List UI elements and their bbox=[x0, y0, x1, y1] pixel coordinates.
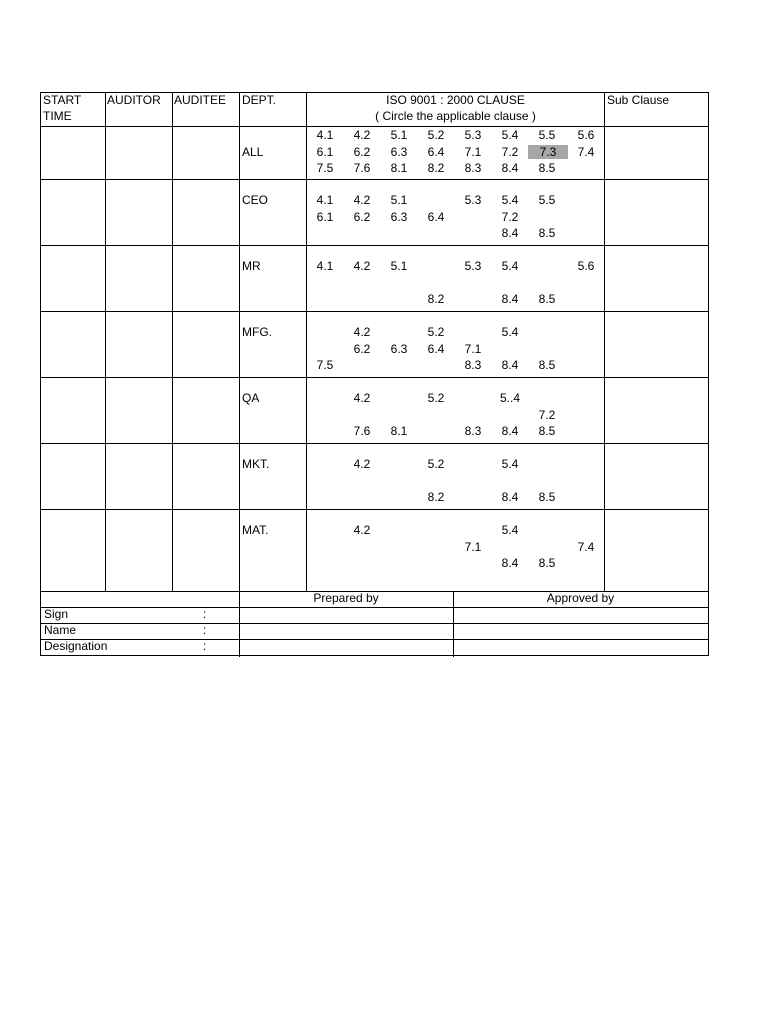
clause-cell[interactable]: 7.6 bbox=[353, 424, 371, 438]
clause-cell[interactable]: 6.2 bbox=[353, 145, 371, 159]
clause-cell[interactable]: 4.2 bbox=[353, 391, 371, 405]
clause-cell[interactable]: 7.2 bbox=[538, 408, 556, 422]
clause-cell[interactable]: 4.1 bbox=[316, 193, 334, 207]
clause-cell[interactable]: 7.4 bbox=[577, 540, 595, 554]
clause-cell[interactable]: 5.1 bbox=[390, 128, 408, 142]
clause-cell[interactable]: 7.3 bbox=[528, 145, 568, 159]
clause-cell[interactable]: 8.5 bbox=[538, 424, 556, 438]
clause-cell[interactable]: 8.4 bbox=[501, 292, 519, 306]
col-divider-2 bbox=[172, 93, 173, 591]
clause-cell[interactable]: 7.2 bbox=[501, 145, 519, 159]
header-time-line: TIME bbox=[43, 109, 72, 123]
clause-cell[interactable]: 6.1 bbox=[316, 145, 334, 159]
clause-cell[interactable]: 5.5 bbox=[538, 193, 556, 207]
clause-cell[interactable]: 4.2 bbox=[353, 457, 371, 471]
dept-label: QA bbox=[242, 391, 260, 405]
clause-cell[interactable]: 5.2 bbox=[427, 391, 445, 405]
clause-cell[interactable]: 8.1 bbox=[390, 161, 408, 175]
approved-by-label: Approved by bbox=[546, 591, 615, 605]
designation-label: Designation bbox=[44, 639, 108, 653]
clause-cell[interactable]: 4.2 bbox=[353, 193, 371, 207]
sign-label: Sign bbox=[44, 607, 69, 621]
clause-cell[interactable]: 8.4 bbox=[501, 161, 519, 175]
clause-cell[interactable]: 5.4 bbox=[501, 193, 519, 207]
clause-cell[interactable]: 5.3 bbox=[464, 193, 482, 207]
header-sub-clause: Sub Clause bbox=[607, 93, 670, 107]
clause-cell[interactable]: 4.2 bbox=[353, 128, 371, 142]
clause-cell[interactable]: 5.6 bbox=[577, 259, 595, 273]
clause-cell[interactable]: 6.3 bbox=[390, 210, 408, 224]
header-dept: DEPT. bbox=[242, 93, 277, 107]
clause-cell[interactable]: 7.1 bbox=[464, 540, 482, 554]
clause-cell[interactable]: 5.1 bbox=[390, 259, 408, 273]
col-divider-5 bbox=[604, 93, 605, 591]
clause-cell[interactable]: 5.5 bbox=[538, 128, 556, 142]
clause-cell[interactable]: 8.4 bbox=[501, 226, 519, 240]
clause-cell[interactable]: 8.5 bbox=[538, 226, 556, 240]
iso-title: ISO 9001 : 2000 CLAUSE bbox=[386, 93, 525, 107]
clause-cell[interactable]: 7.2 bbox=[501, 210, 519, 224]
header-start-line: START bbox=[43, 93, 82, 107]
row-divider-header bbox=[41, 126, 708, 127]
clause-cell[interactable]: 6.2 bbox=[353, 210, 371, 224]
clause-cell[interactable]: 5.3 bbox=[464, 259, 482, 273]
clause-cell[interactable]: 5.4 bbox=[501, 259, 519, 273]
dept-label: CEO bbox=[242, 193, 269, 207]
clause-cell[interactable]: 4.2 bbox=[353, 259, 371, 273]
footer-divider-1 bbox=[41, 607, 708, 608]
row-divider-5 bbox=[41, 443, 708, 444]
clause-cell[interactable]: 8.5 bbox=[538, 292, 556, 306]
clause-cell[interactable]: 7.1 bbox=[464, 342, 482, 356]
name-label: Name bbox=[44, 623, 77, 637]
clause-cell[interactable]: 8.3 bbox=[464, 424, 482, 438]
clause-cell[interactable]: 5.4 bbox=[501, 523, 519, 537]
iso-subtitle: ( Circle the applicable clause ) bbox=[375, 109, 536, 123]
row-divider-2 bbox=[41, 245, 708, 246]
row-divider-3 bbox=[41, 311, 708, 312]
sign-colon: : bbox=[203, 607, 207, 621]
clause-cell[interactable]: 8.4 bbox=[501, 424, 519, 438]
designation-colon: : bbox=[203, 639, 207, 653]
col-divider-3 bbox=[239, 93, 240, 657]
clause-cell[interactable]: 7.5 bbox=[316, 358, 334, 372]
clause-cell[interactable]: 7.6 bbox=[353, 161, 371, 175]
clause-cell[interactable]: 8.2 bbox=[427, 490, 445, 504]
clause-cell[interactable]: 7.5 bbox=[316, 161, 334, 175]
col-divider-4 bbox=[306, 93, 307, 591]
header-auditor: AUDITOR bbox=[107, 93, 161, 107]
clause-cell[interactable]: 5.4 bbox=[501, 457, 519, 471]
clause-cell[interactable]: 6.1 bbox=[316, 210, 334, 224]
dept-label: ALL bbox=[242, 145, 264, 159]
clause-cell[interactable]: 8.2 bbox=[427, 292, 445, 306]
clause-cell[interactable]: 5.2 bbox=[427, 128, 445, 142]
clause-cell[interactable]: 8.3 bbox=[464, 161, 482, 175]
col-divider-1 bbox=[105, 93, 106, 591]
clause-cell[interactable]: 7.1 bbox=[464, 145, 482, 159]
clause-cell[interactable]: 8.2 bbox=[427, 161, 445, 175]
name-colon: : bbox=[203, 623, 207, 637]
clause-cell[interactable]: 8.5 bbox=[538, 358, 556, 372]
clause-cell[interactable]: 4.1 bbox=[316, 259, 334, 273]
clause-cell[interactable]: 4.2 bbox=[353, 325, 371, 339]
clause-cell[interactable]: 8.5 bbox=[538, 161, 556, 175]
clause-cell[interactable]: 5.4 bbox=[501, 128, 519, 142]
clause-cell[interactable]: 5.1 bbox=[390, 193, 408, 207]
clause-cell[interactable]: 8.4 bbox=[501, 358, 519, 372]
clause-cell[interactable]: 8.1 bbox=[390, 424, 408, 438]
dept-label: MFG. bbox=[242, 325, 272, 339]
header-iso-clause bbox=[307, 92, 604, 124]
clause-cell[interactable]: 6.4 bbox=[427, 342, 445, 356]
header-start-time bbox=[43, 92, 81, 124]
row-divider-1 bbox=[41, 179, 708, 180]
clause-cell[interactable]: 6.2 bbox=[353, 342, 371, 356]
clause-cell[interactable]: 4.2 bbox=[353, 523, 371, 537]
row-divider-6 bbox=[41, 509, 708, 510]
clause-cell[interactable]: 5.2 bbox=[427, 457, 445, 471]
dept-label: MKT. bbox=[242, 457, 270, 471]
clause-cell[interactable]: 8.3 bbox=[464, 358, 482, 372]
clause-cell[interactable]: 5..4 bbox=[499, 391, 520, 405]
header-auditee: AUDITEE bbox=[174, 93, 227, 107]
row-divider-4 bbox=[41, 377, 708, 378]
clause-cell[interactable]: 5.6 bbox=[577, 128, 595, 142]
clause-cell[interactable]: 8.5 bbox=[538, 556, 556, 570]
clause-cell[interactable]: 8.5 bbox=[538, 490, 556, 504]
clause-cell[interactable]: 8.4 bbox=[501, 490, 519, 504]
footer-divider-2 bbox=[41, 623, 708, 624]
clause-cell[interactable]: 7.4 bbox=[577, 145, 595, 159]
clause-cell[interactable]: 4.1 bbox=[316, 128, 334, 142]
clause-cell[interactable]: 6.4 bbox=[427, 210, 445, 224]
audit-plan-table bbox=[40, 92, 709, 656]
clause-cell[interactable]: 5.4 bbox=[501, 325, 519, 339]
dept-label: MAT. bbox=[242, 523, 269, 537]
clause-cell[interactable]: 6.4 bbox=[427, 145, 445, 159]
clause-cell[interactable]: 5.2 bbox=[427, 325, 445, 339]
clause-cell[interactable]: 8.4 bbox=[501, 556, 519, 570]
clause-cell[interactable]: 5.3 bbox=[464, 128, 482, 142]
dept-label: MR bbox=[242, 259, 261, 273]
clause-cell[interactable]: 6.3 bbox=[390, 145, 408, 159]
footer-divider-3 bbox=[41, 639, 708, 640]
clause-cell[interactable]: 6.3 bbox=[390, 342, 408, 356]
prepared-by-label: Prepared by bbox=[313, 591, 379, 605]
